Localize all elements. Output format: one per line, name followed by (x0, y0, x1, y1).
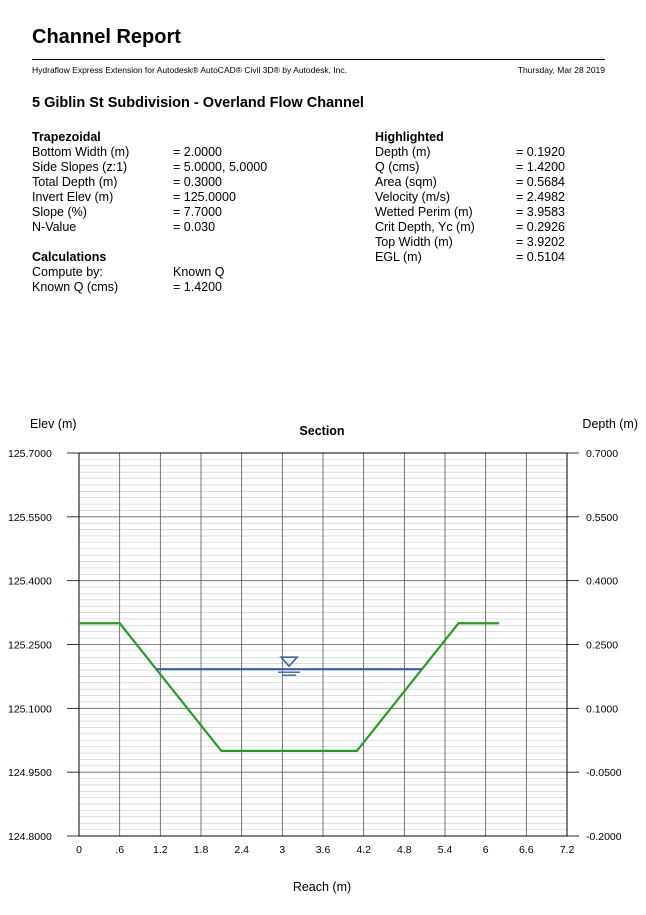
trapezoidal-row-label: Total Depth (m) (32, 175, 118, 189)
right-tick-label: 0.7000 (586, 448, 619, 460)
highlighted-row-label: Velocity (m/s) (375, 190, 451, 204)
x-tick-label: 1.8 (193, 844, 209, 856)
highlighted-heading: Highlighted (375, 130, 444, 144)
highlighted-row-label: Q (cms) (375, 160, 420, 174)
left-tick-label: 124.9500 (8, 767, 52, 780)
highlighted-row-value: = 3.9583 (516, 205, 566, 219)
highlighted-row-label: EGL (m) (375, 250, 422, 264)
calculations-row-label: Compute by: (32, 265, 103, 279)
x-tick-label: 4.2 (356, 844, 371, 856)
trapezoidal-row-label: Side Slopes (z:1) (32, 160, 128, 174)
right-tick-label: -0.2000 (586, 831, 622, 843)
channel-section-line (79, 623, 499, 751)
calculations-heading: Calculations (32, 250, 107, 264)
trapezoidal-row-value: = 125.0000 (173, 190, 236, 204)
chart-title: Section (299, 424, 345, 438)
water-level-symbol (281, 657, 297, 666)
highlighted-row-value: = 0.1920 (516, 145, 566, 159)
right-tick-label: 0.5500 (586, 511, 619, 524)
trapezoidal-row-value: = 2.0000 (173, 145, 223, 159)
reach-axis-label: Reach (m) (292, 880, 352, 894)
x-tick-label: 4.8 (397, 844, 412, 856)
highlighted-row-label: Top Width (m) (375, 235, 453, 249)
elev-axis-label: Elev (m) (30, 417, 77, 431)
trapezoidal-row-label: N-Value (32, 220, 77, 234)
left-tick-label: 125.2500 (8, 639, 52, 652)
trapezoidal-row-label: Bottom Width (m) (32, 145, 130, 159)
right-tick-label: 0.2500 (586, 639, 619, 652)
right-tick-label: 0.4000 (586, 575, 619, 588)
trapezoidal-row-value: = 0.030 (173, 220, 216, 234)
trapezoidal-row-value: = 5.0000, 5.0000 (173, 160, 268, 174)
highlighted-row-label: Area (sqm) (375, 175, 437, 189)
highlighted-row-value: = 0.2926 (516, 220, 566, 234)
calculations-row-value: = 1.4200 (173, 280, 223, 294)
software-credit: Hydraflow Express Extension for Autodesk® AutoCAD® Civil 3D® by Autodesk, Inc. (32, 65, 348, 75)
trapezoidal-row-label: Slope (%) (32, 205, 87, 219)
x-tick-label: 0 (76, 844, 82, 856)
highlighted-row-label: Depth (m) (375, 145, 431, 159)
x-tick-label: 3.6 (315, 844, 331, 856)
left-tick-label: 125.7000 (8, 448, 52, 460)
trapezoidal-row-label: Invert Elev (m) (32, 190, 114, 204)
highlighted-row-value: = 2.4982 (516, 190, 566, 204)
x-tick-label: 6 (482, 844, 489, 856)
x-tick-label: 5.4 (437, 844, 453, 856)
left-tick-label: 124.8000 (8, 831, 52, 843)
right-tick-label: 0.1000 (586, 703, 619, 716)
x-tick-label: 3 (279, 844, 286, 856)
x-tick-label: 1.2 (153, 844, 168, 856)
trapezoidal-row-value: = 0.3000 (173, 175, 223, 189)
highlighted-row-label: Wetted Perim (m) (375, 205, 473, 219)
highlighted-row-value: = 1.4200 (516, 160, 566, 174)
left-tick-label: 125.4000 (8, 575, 52, 588)
report-title: Channel Report (32, 26, 181, 48)
x-tick-label: .6 (115, 844, 125, 856)
x-tick-label: 7.2 (559, 844, 575, 856)
left-tick-label: 125.5500 (8, 511, 52, 524)
depth-axis-label: Depth (m) (582, 417, 638, 431)
project-title: 5 Giblin St Subdivision - Overland Flow Channel (32, 95, 364, 111)
trapezoidal-heading: Trapezoidal (32, 130, 101, 144)
trapezoidal-row-value: = 7.7000 (173, 205, 223, 219)
x-tick-label: 6.6 (519, 844, 534, 856)
highlighted-row-label: Crit Depth, Yc (m) (375, 220, 475, 234)
x-tick-label: 2.4 (234, 844, 249, 856)
right-tick-label: -0.0500 (586, 767, 622, 780)
calculations-row-label: Known Q (cms) (32, 280, 119, 294)
calculations-row-value: Known Q (173, 265, 225, 279)
report-date: Thursday, Mar 28 2019 (517, 65, 605, 75)
highlighted-row-value: = 3.9202 (516, 235, 566, 249)
left-tick-label: 125.1000 (8, 703, 52, 716)
highlighted-row-value: = 0.5104 (516, 250, 566, 264)
highlighted-row-value: = 0.5684 (516, 175, 566, 189)
